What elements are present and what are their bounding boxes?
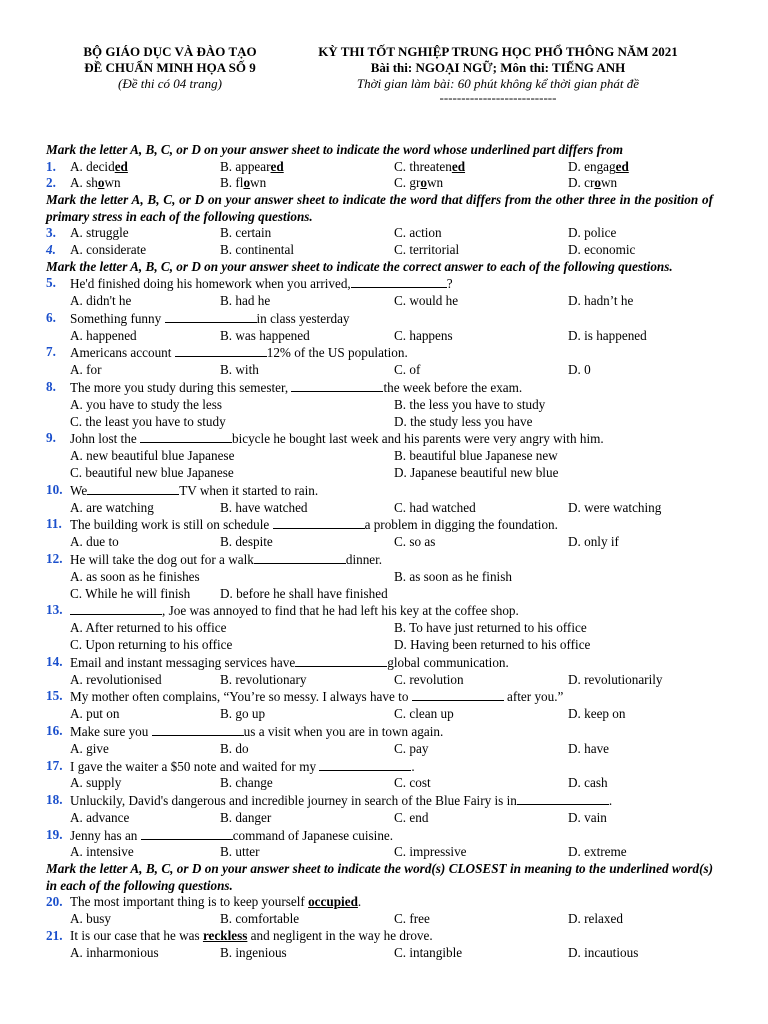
option-a: A. happened [70,327,137,343]
option-b: B. with [220,362,259,378]
question [46,175,713,192]
time-note: Thời gian làm bài: 60 phút không kể thời gian phát đề [356,76,640,91]
option-a: A. decided [70,158,128,174]
option-d: D. have [568,740,610,756]
section-instruction: Mark the letter A, B, C, or D on your answer sheet to indicate the word whose underlined part differs from [46,142,624,157]
options-row [46,569,713,586]
option-d: D. relaxed [568,911,623,927]
section-instruction: Mark the letter A, B, C, or D on your answer sheet to indicate the correct answer to each of the following questions. [46,258,673,274]
question-number: 5. [46,275,56,291]
option-d: D. is happened [568,327,647,343]
option-c: C. action [394,225,442,241]
answer-blank [175,344,267,357]
options-row [46,637,713,654]
option-a: A. supply [70,775,122,791]
question-stem: Email and instant messaging services have global communication. [70,654,509,670]
question-stem: The most important thing is to keep yourself occupied. [70,894,362,910]
question-number: 14. [46,653,63,669]
options-row [46,672,713,689]
option-b: B. ingenious [220,944,287,960]
option-b: B. change [220,775,273,791]
option-d: D. police [568,225,617,241]
option-a: A. inharmonious [70,944,159,960]
option-d: D. the study less you have [394,413,533,429]
option-c: C. beautiful new blue Japanese [70,464,234,480]
option-c: C. grown [394,175,444,191]
question-number: 20. [46,894,63,910]
question-number: 13. [46,602,63,618]
option-c: C. pay [394,740,429,756]
question-stem: I gave the waiter a $50 note and waited for my . [70,758,415,774]
question-number: 3. [46,225,56,241]
question-stem: The building work is still on schedule a problem in digging the foundation. [70,517,558,533]
question-stem: Jenny has an command of Japanese cuisine. [70,827,394,843]
option-b: B. had he [220,292,271,308]
option-a: A. After returned to his office [70,620,227,636]
question-stem: Unluckily, David's dangerous and incredible journey in search of the Blue Fairy is in . [70,793,613,809]
option-b: B. revolutionary [220,671,307,687]
option-d: D. keep on [568,706,626,722]
question-stem: , Joe was annoyed to find that he had left his key at the coffee shop. [70,602,713,620]
exam-title: KỲ THI TỐT NGHIỆP TRUNG HỌC PHỔ THÔNG NĂM 2021 [318,44,678,59]
option-a: A. busy [70,911,112,927]
option-d: D. incautious [568,944,639,960]
question-number: 11. [46,516,62,532]
option-d: D. vain [568,809,607,825]
question [46,379,713,397]
option-a: A. as soon as he finishes [70,568,200,584]
option-b: B. have watched [220,499,308,515]
option-c: C. threatened [394,158,466,174]
question-stem: Something funny in class yesterday [70,310,350,326]
options-row [46,534,713,551]
option-d: D. Having been returned to his office [394,636,591,652]
question-number: 10. [46,481,63,497]
option-c: C. While he will finish [70,585,191,601]
option-a: A. due to [70,534,119,550]
question-number: 17. [46,757,63,773]
pages-note: (Đề thi có 04 trang) [118,76,222,91]
option-a: A. are watching [70,499,154,515]
question-stem: He'd finished doing his homework when you arrived, ? [70,276,453,292]
options-row [46,362,713,379]
option-b: B. do [220,740,249,756]
option-a: A. intensive [70,844,134,860]
header-divider: --------------------------- [439,90,557,105]
answer-blank [140,430,232,443]
option-a: A. advance [70,809,130,825]
question-stem: We TV when it started to rain. [70,482,319,498]
options-row [46,945,713,962]
answer-blank [295,654,387,667]
option-b: B. comfortable [220,911,300,927]
option-b: B. continental [220,241,294,257]
question [46,482,713,500]
option-c: C. impressive [394,844,467,860]
answer-blank [165,310,257,323]
option-d: D. hadn’t he [568,292,634,308]
answer-blank [70,602,162,615]
option-c: C. cost [394,775,431,791]
exam-subject: Bài thi: NGOẠI NGỮ; Môn thi: TIẾNG ANH [370,60,626,75]
option-b: B. To have just returned to his office [394,620,587,636]
question-number: 2. [46,175,56,191]
option-d: D. 0 [568,362,591,378]
question [46,894,713,911]
question [46,225,713,242]
question-number: 8. [46,378,56,394]
question [46,430,713,448]
option-b: B. despite [220,534,273,550]
option-d: D. were watching [568,499,662,515]
question-stem: The more you study during this semester, the week before the exam. [70,379,523,395]
option-b: B. go up [220,706,266,722]
option-a: A. didn't he [70,292,132,308]
options-row [46,500,713,517]
question [46,344,713,362]
question-number: 15. [46,688,63,704]
question [46,827,713,845]
question-stem: John lost the bicycle he bought last week and his parents were very angry with him. [70,431,604,447]
option-c: C. clean up [394,706,454,722]
option-a: A. revolutionised [70,671,162,687]
option-d: D. Japanese beautiful new blue [394,464,559,480]
options-row [46,844,713,861]
options-row [46,741,713,758]
answer-blank [291,379,383,392]
question-number: 9. [46,430,56,446]
ministry-name: BỘ GIÁO DỤC VÀ ĐÀO TẠO [83,44,257,59]
question [46,551,713,569]
answer-blank [351,275,447,288]
option-b: B. certain [220,225,272,241]
option-a: A. new beautiful blue Japanese [70,448,235,464]
underlined-word: reckless [202,927,248,943]
option-b: B. beautiful blue Japanese new [394,448,558,464]
question-number: 7. [46,344,56,360]
option-c: C. Upon returning to his office [70,636,233,652]
option-b: B. as soon as he finish [394,568,512,584]
question [46,723,713,741]
question-stem: Americans account 12% of the US population. [70,345,408,361]
option-d: D. economic [568,241,636,257]
options-row [46,328,713,345]
option-a: A. put on [70,706,120,722]
question [46,602,713,620]
question-stem: He will take the dog out for a walk dinner. [70,551,383,567]
option-a: A. for [70,362,102,378]
question-number: 6. [46,309,56,325]
question [46,792,713,810]
option-d: D. revolutionarily [568,671,663,687]
option-c: C. happens [394,327,453,343]
section-instruction: Mark the letter A, B, C, or D on your answer sheet to indicate the word that differs from the other three in the position of primary stress in each of the following questions. [46,192,713,224]
options-row [46,414,713,431]
options-row [46,706,713,723]
question [46,516,713,534]
answer-blank [273,516,365,529]
question [46,275,713,293]
question-number: 16. [46,722,63,738]
header-right [292,44,704,104]
answer-blank [152,723,244,736]
questions-content [46,142,713,961]
option-b: B. flown [220,175,267,191]
underlined-word: occupied [308,894,358,910]
options-row [46,293,713,310]
option-a: A. struggle [70,225,129,241]
option-a: A. you have to study the less [70,396,223,412]
question-stem: It is our case that he was reckless and negligent in the way he drove. [70,927,433,943]
question-number: 18. [46,792,63,808]
option-d: D. extreme [568,844,627,860]
option-d: D. engaged [568,158,629,174]
question [46,758,713,776]
question [46,688,713,706]
section-instruction: Mark the letter A, B, C, or D on your answer sheet to indicate the word(s) CLOSEST in meaning to the underlined word(s) in each of the following questions. [46,861,713,893]
answer-blank [517,792,609,805]
option-a: A. shown [70,175,121,191]
question-number: 12. [46,550,63,566]
option-b: B. danger [220,809,272,825]
option-d: D. before he shall have finished [220,585,388,601]
options-row [46,465,713,482]
options-row [46,620,713,637]
question-number: 4. [46,241,56,257]
question [46,928,713,945]
option-d: D. cash [568,775,608,791]
answer-blank [141,827,233,840]
option-c: C. of [394,362,421,378]
option-b: B. was happened [220,327,310,343]
option-b: B. utter [220,844,260,860]
question [46,242,713,259]
options-row [46,397,713,414]
option-b: B. the less you have to study [394,396,546,412]
options-row [46,586,713,603]
question [46,310,713,328]
exam-code: ĐỀ CHUẨN MINH HỌA SỐ 9 [84,60,256,75]
option-c: C. would he [394,292,459,308]
question-number: 19. [46,826,63,842]
question-stem: Make sure you us a visit when you are in town again. [70,723,444,739]
option-c: C. territorial [394,241,460,257]
options-row [46,448,713,465]
option-a: A. give [70,740,109,756]
option-b: B. appeared [220,158,284,174]
option-a: A. considerate [70,241,147,257]
option-c: C. so as [394,534,436,550]
option-d: D. only if [568,534,619,550]
option-c: C. end [394,809,429,825]
question [46,159,713,176]
question-number: 1. [46,158,56,174]
question-stem: My mother often complains, “You’re so messy. I always have to after you.” [70,689,564,705]
options-row [46,911,713,928]
answer-blank [319,758,411,771]
option-c: C. revolution [394,671,464,687]
options-row [46,775,713,792]
answer-blank [412,688,504,701]
options-row [46,810,713,827]
question [46,654,713,672]
option-d: D. crown [568,175,618,191]
option-c: C. intangible [394,944,463,960]
answer-blank [87,482,179,495]
answer-blank [254,551,346,564]
option-c: C. free [394,911,430,927]
question-number: 21. [46,927,63,943]
header-left [50,44,290,92]
option-c: C. had watched [394,499,476,515]
option-c: C. the least you have to study [70,413,226,429]
